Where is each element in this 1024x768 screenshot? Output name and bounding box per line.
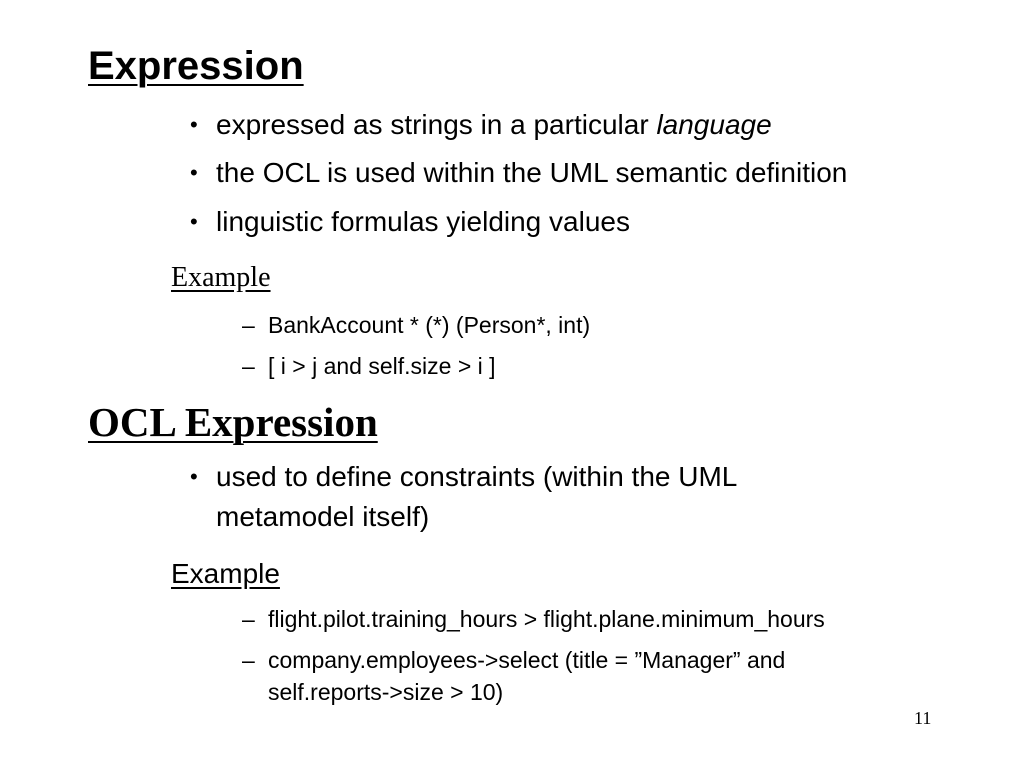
example-text: company.employees->select (title = ”Manager” and: [268, 647, 786, 673]
bullet-text: used to define constraints (within the UML: [216, 461, 738, 492]
section-heading-ocl-expression: OCL Expression: [88, 399, 378, 445]
bullet-icon: •: [190, 160, 198, 185]
section-heading-expression: Expression: [88, 44, 304, 88]
bullet-emphasis: language: [656, 109, 772, 140]
example-text: flight.pilot.training_hours > flight.plane.minimum_hours: [268, 606, 825, 632]
bullet-text-continued: metamodel itself): [216, 501, 430, 532]
example-text-continued: self.reports->size > 10): [268, 679, 504, 705]
bullet-text: linguistic formulas yielding values: [216, 206, 630, 237]
dash-icon: –: [242, 647, 255, 673]
example-text: BankAccount * (*) (Person*, int): [268, 312, 591, 338]
example-text: [ i > j and self.size > i ]: [268, 353, 496, 379]
bullet-icon: •: [190, 112, 198, 137]
bullet-icon: •: [190, 464, 198, 489]
bullet-text: the OCL is used within the UML semantic definition: [216, 157, 848, 188]
dash-icon: –: [242, 606, 255, 632]
bullet-text: expressed as strings in a particular: [216, 109, 657, 140]
example-label: Example: [171, 558, 280, 589]
bullet-icon: •: [190, 209, 198, 234]
example-label: Example: [171, 262, 271, 293]
dash-icon: –: [242, 312, 255, 338]
page-number: 11: [914, 708, 932, 728]
dash-icon: –: [242, 353, 255, 379]
